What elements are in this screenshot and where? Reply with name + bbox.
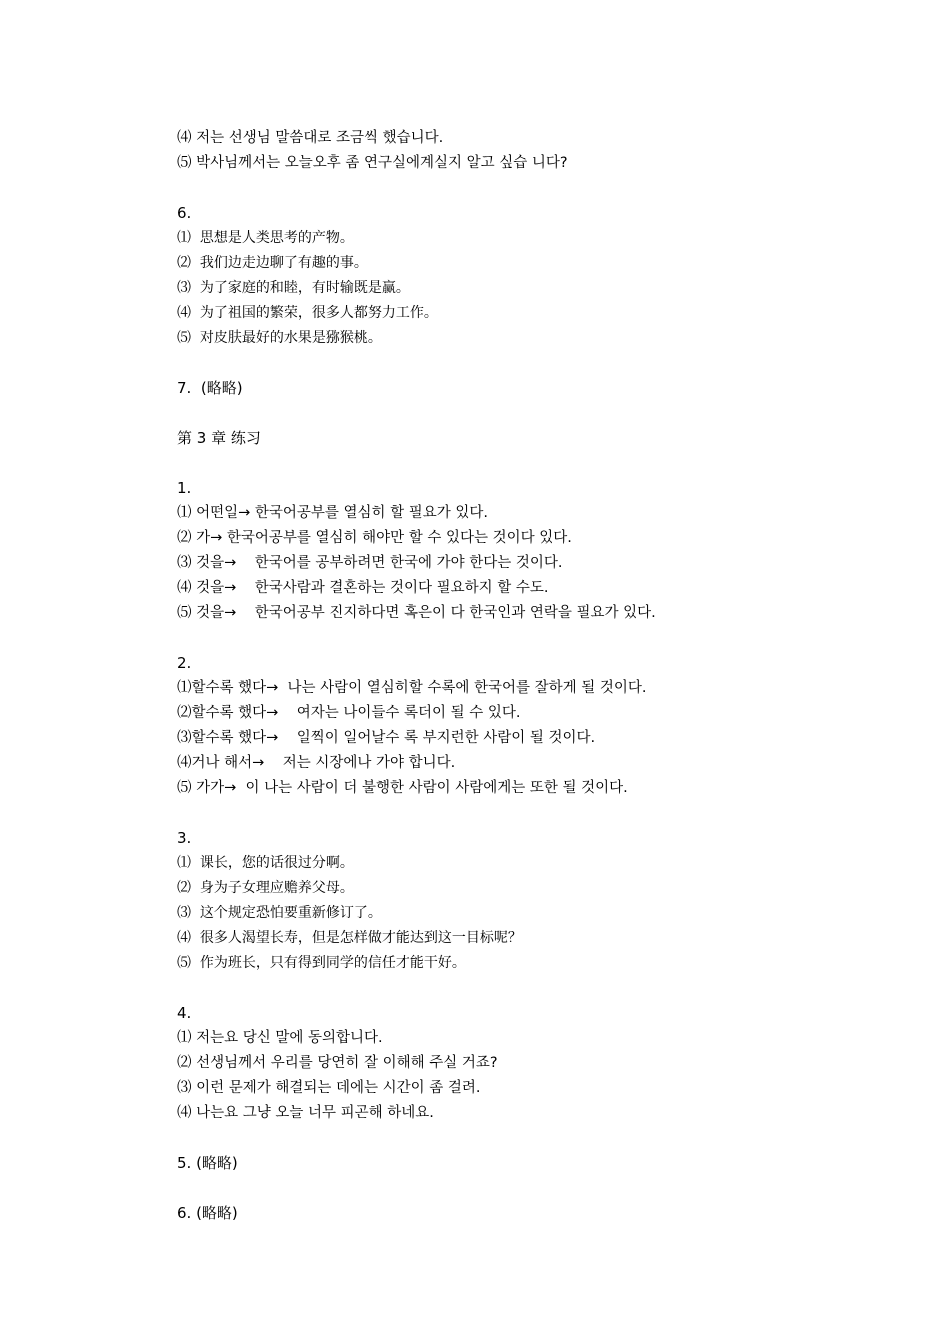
- list-item: ⑸ 作为班长，只有得到同学的信任才能干好。: [177, 955, 466, 971]
- list-item: ⑴ 思想是人类思考的产物。: [177, 230, 354, 246]
- section-6b-heading: 6. (略略): [177, 1204, 238, 1222]
- section-3-heading: 3.: [177, 829, 192, 847]
- spacer: [177, 976, 877, 1001]
- list-item: ⑶할수록 했다→ 일찍이 일어날수 록 부지런한 사람이 될 것이다.: [177, 730, 596, 746]
- list-item: ⑴ 저는요 당신 말에 동의합니다.: [177, 1030, 383, 1046]
- list-item: ⑴할수록 했다→ 나는 사람이 열심히할 수록에 한국어를 잘하게 될 것이다.: [177, 680, 647, 696]
- list-item: ⑸ 박사님께서는 오늘오후 좀 연구실에계실지 알고 싶습 니다?: [177, 155, 568, 171]
- chapter-heading: 第 3 章 练习: [177, 429, 261, 447]
- list-item: ⑴ 어떤일→ 한국어공부를 열심히 할 필요가 있다.: [177, 505, 489, 521]
- list-item: ⑸ 것을→ 한국어공부 진지하다면 혹은이 다 한국인과 연락을 필요가 있다.: [177, 605, 656, 621]
- list-item: ⑶ 이런 문제가 해결되는 데에는 시간이 좀 걸려.: [177, 1080, 481, 1096]
- list-item: ⑷ 나는요 그냥 오늘 너무 피곤해 하네요.: [177, 1105, 434, 1121]
- section-5-heading: 5. (略略): [177, 1154, 238, 1172]
- spacer: [177, 801, 877, 826]
- list-item: ⑷ 为了祖国的繁荣，很多人都努力工作。: [177, 305, 438, 321]
- spacer: [177, 1126, 877, 1151]
- section-4-heading: 4.: [177, 1004, 192, 1022]
- list-item: ⑵ 我们边走边聊了有趣的事。: [177, 255, 368, 271]
- spacer: [177, 176, 877, 201]
- list-item: ⑸ 가가→ 이 나는 사람이 더 불행한 사람이 사람에게는 또한 될 것이다.: [177, 780, 628, 796]
- list-item: ⑶ 这个规定恐怕要重新修订了。: [177, 905, 382, 921]
- list-item: ⑴ 课长，您的话很过分啊。: [177, 855, 354, 871]
- list-item: ⑷거나 해서→ 저는 시장에나 가야 합니다.: [177, 755, 456, 771]
- list-item: ⑵할수록 했다→ 여자는 나이들수 록더이 될 수 있다.: [177, 705, 521, 721]
- section-1-heading: 1.: [177, 479, 192, 497]
- section-6-heading: 6.: [177, 204, 192, 222]
- spacer: [177, 401, 877, 426]
- list-item: ⑶ 为了家庭的和睦，有时输既是赢。: [177, 280, 410, 296]
- list-item: ⑷ 것을→ 한국사람과 결혼하는 것이다 필요하지 할 수도.: [177, 580, 549, 596]
- list-item: ⑷ 저는 선생님 말씀대로 조금씩 했습니다.: [177, 130, 444, 146]
- section-2-heading: 2.: [177, 654, 192, 672]
- document-page: [177, 126, 877, 1226]
- spacer: [177, 626, 877, 651]
- list-item: ⑵ 身为子女理应赡养父母。: [177, 880, 354, 896]
- list-item: ⑷ 很多人渴望长寿，但是怎样做才能达到这一目标呢？: [177, 930, 522, 946]
- section-7-heading: 7. (略略): [177, 379, 243, 397]
- spacer: [177, 1176, 877, 1201]
- spacer: [177, 351, 877, 376]
- list-item: ⑶ 것을→ 한국어를 공부하려면 한국에 가야 한다는 것이다.: [177, 555, 563, 571]
- spacer: [177, 451, 877, 476]
- list-item: ⑸ 对皮肤最好的水果是猕猴桃。: [177, 330, 382, 346]
- list-item: ⑵ 선생님께서 우리를 당연히 잘 이해해 주실 거죠?: [177, 1055, 498, 1071]
- list-item: ⑵ 가→ 한국어공부를 열심히 해야만 할 수 있다는 것이다 있다.: [177, 530, 572, 546]
